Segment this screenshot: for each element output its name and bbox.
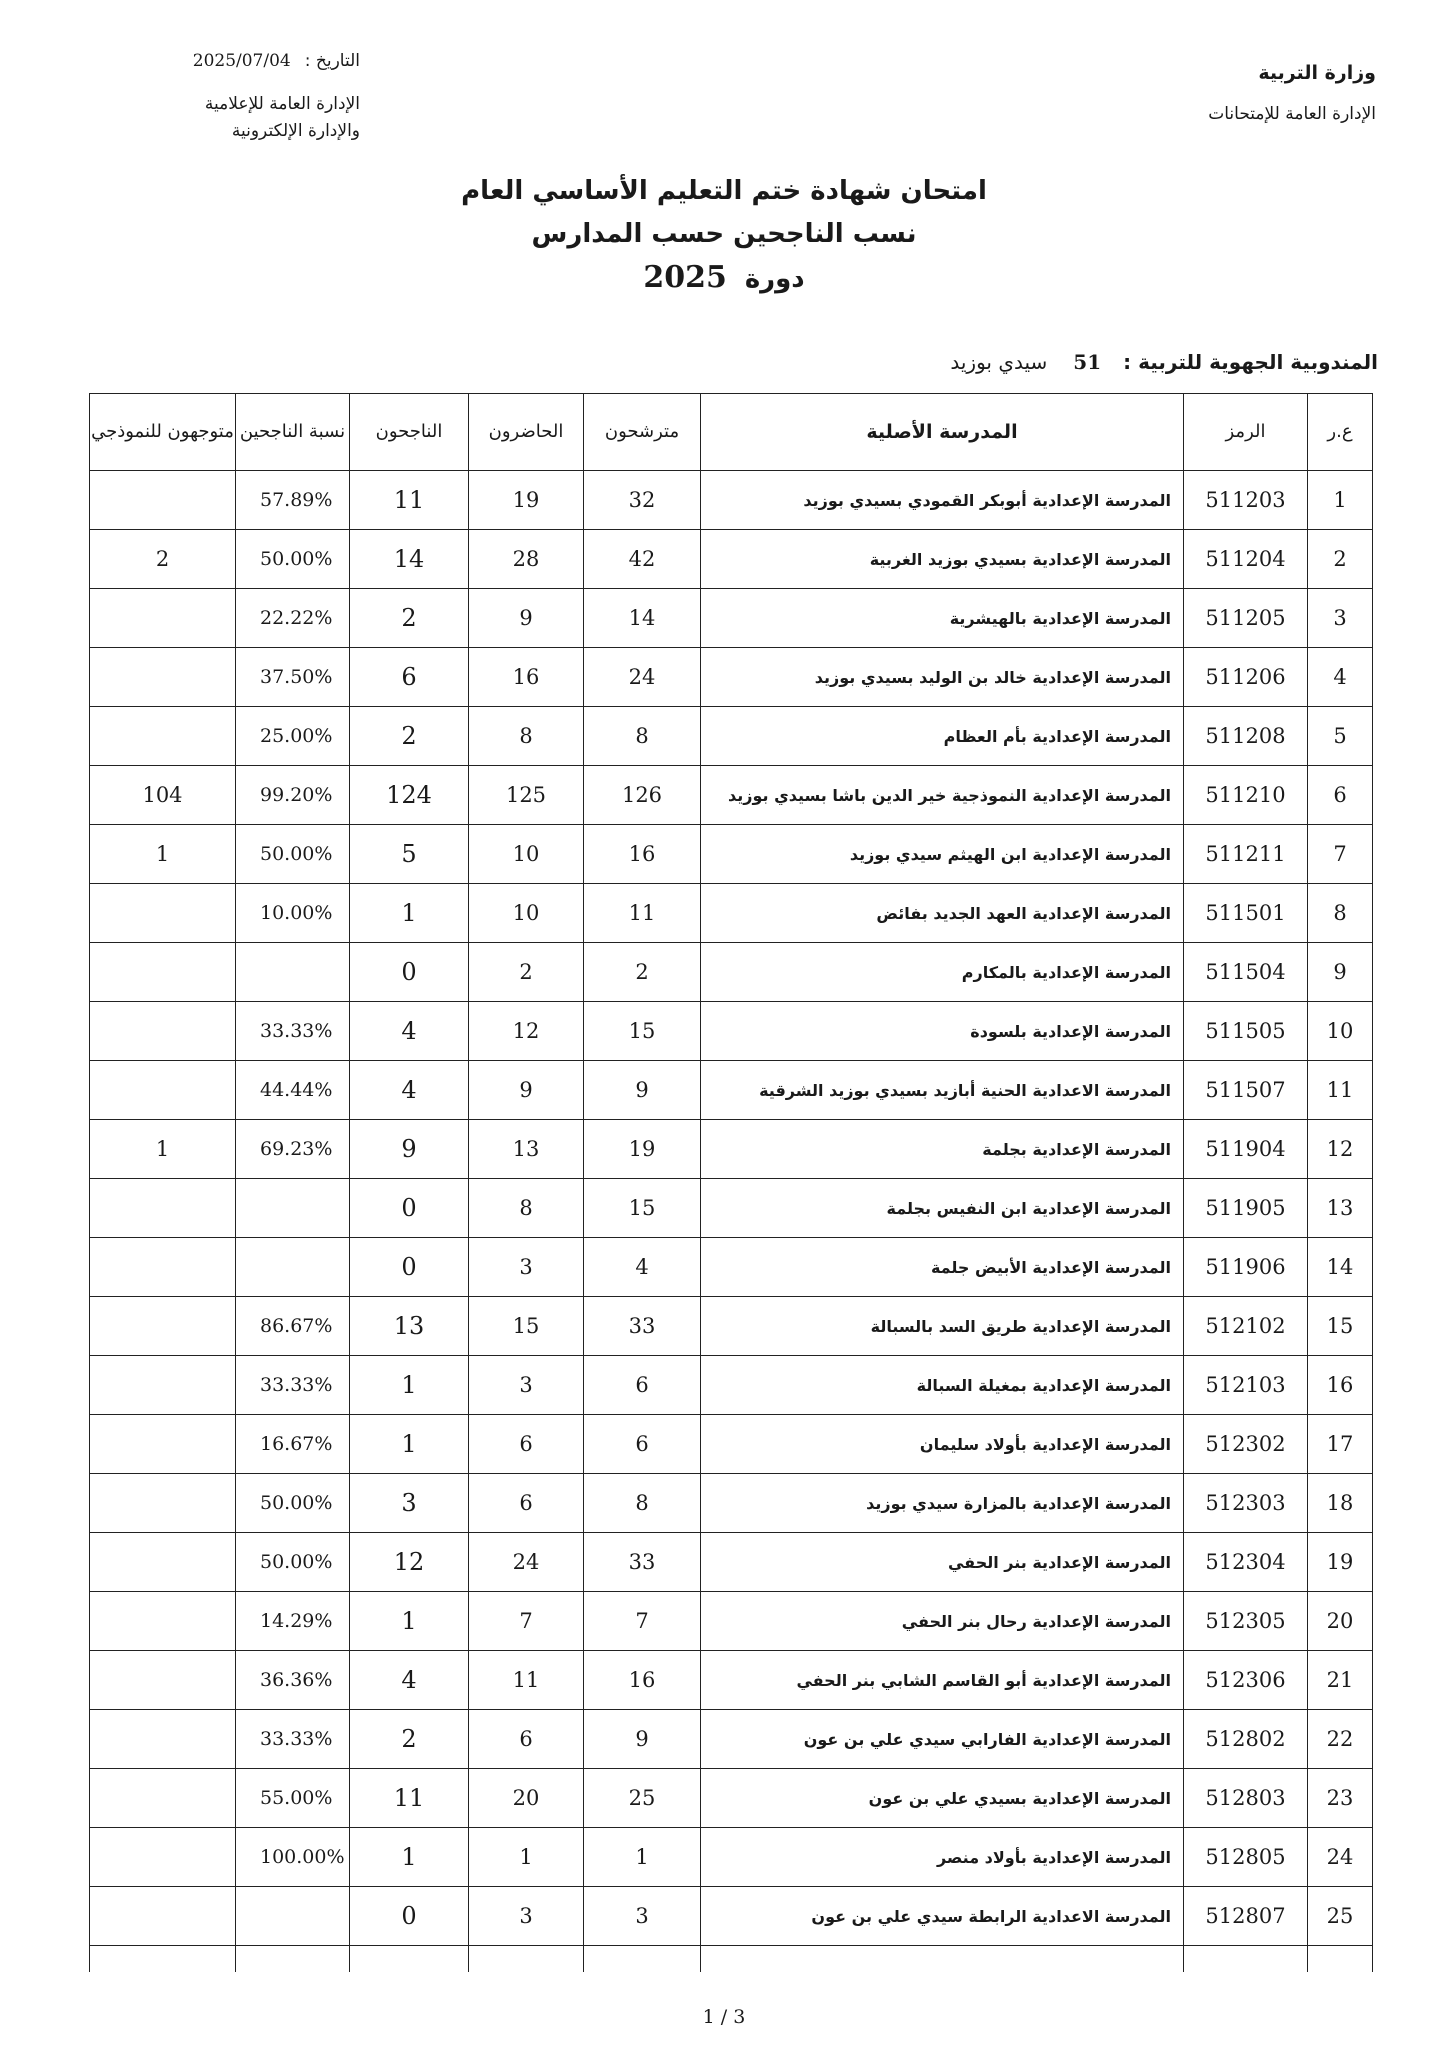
cell-code: 511507 <box>1184 1061 1308 1120</box>
cell-passed: 13 <box>350 1297 469 1356</box>
exams-department: الإدارة العامة للإمتحانات <box>1208 104 1376 124</box>
cell-school: المدرسة الإعدادية الفارابي سيدي علي بن عون <box>701 1710 1184 1769</box>
cell-candidates: 14 <box>584 589 701 648</box>
cell-school: المدرسة الإعدادية بأم العظام <box>701 707 1184 766</box>
cell-index: 17 <box>1308 1415 1373 1474</box>
cell-oriented <box>90 1533 236 1592</box>
session-title <box>0 256 1448 301</box>
cell-present: 10 <box>469 884 584 943</box>
table-row <box>90 1061 1373 1120</box>
cell-pass-rate: 57.89% <box>236 471 350 530</box>
cell-candidates: 19 <box>584 1120 701 1179</box>
table-row <box>90 1179 1373 1238</box>
cell-school: المدرسة الإعدادية بأولاد منصر <box>701 1828 1184 1887</box>
cell-pass-rate <box>236 943 350 1002</box>
cell-pass-rate: 50.00% <box>236 1533 350 1592</box>
cell-oriented <box>90 1356 236 1415</box>
table-row <box>90 766 1373 825</box>
cell-present: 15 <box>469 1297 584 1356</box>
page-number: 1 / 3 <box>702 2006 746 2028</box>
cell-code: 512305 <box>1184 1592 1308 1651</box>
cell-pass-rate: 33.33% <box>236 1356 350 1415</box>
cell-present: 20 <box>469 1769 584 1828</box>
date-header <box>130 48 360 145</box>
cell-pass-rate <box>236 1238 350 1297</box>
cell-candidates: 9 <box>584 1061 701 1120</box>
cell-code: 512803 <box>1184 1769 1308 1828</box>
table-row <box>90 1356 1373 1415</box>
cell-index: 9 <box>1308 943 1373 1002</box>
cell-oriented <box>90 1061 236 1120</box>
cell-present: 6 <box>469 1474 584 1533</box>
table-row <box>90 589 1373 648</box>
cell-index: 24 <box>1308 1828 1373 1887</box>
session-label: دورة <box>744 264 805 294</box>
cell-candidates: 8 <box>584 1474 701 1533</box>
cell-candidates: 9 <box>584 1710 701 1769</box>
cell-candidates: 42 <box>584 530 701 589</box>
cell-code: 511905 <box>1184 1179 1308 1238</box>
region-line <box>678 350 1378 374</box>
cell-index: 25 <box>1308 1887 1373 1946</box>
cell-index: 5 <box>1308 707 1373 766</box>
cell-candidates: 32 <box>584 471 701 530</box>
cell-candidates: 15 <box>584 1179 701 1238</box>
cell-code: 512304 <box>1184 1533 1308 1592</box>
cell-school: المدرسة الإعدادية رحال بنر الحفي <box>701 1592 1184 1651</box>
cell-code: 512103 <box>1184 1356 1308 1415</box>
table-row <box>90 1238 1373 1297</box>
cell-present: 3 <box>469 1887 584 1946</box>
cell-index: 19 <box>1308 1533 1373 1592</box>
table-row <box>90 1887 1373 1946</box>
document-subtitle: نسب الناجحين حسب المدارس <box>531 219 917 249</box>
cell-present: 6 <box>469 1415 584 1474</box>
cell-index: 20 <box>1308 1592 1373 1651</box>
cell-index: 7 <box>1308 825 1373 884</box>
cell-index: 8 <box>1308 884 1373 943</box>
header-passed: الناجحون <box>350 394 469 471</box>
cell-code: 512802 <box>1184 1710 1308 1769</box>
cell-passed: 4 <box>350 1002 469 1061</box>
header-present: الحاضرون <box>469 394 584 471</box>
cell-candidates: 126 <box>584 766 701 825</box>
table-row <box>90 471 1373 530</box>
cell-code: 512102 <box>1184 1297 1308 1356</box>
cell-school: المدرسة الإعدادية بسيدي بوزيد الغربية <box>701 530 1184 589</box>
cell-present: 11 <box>469 1651 584 1710</box>
header-code: الرمز <box>1184 394 1308 471</box>
cell-school: المدرسة الإعدادية بسيدي علي بن عون <box>701 1769 1184 1828</box>
cell-code: 512805 <box>1184 1828 1308 1887</box>
table-row <box>90 884 1373 943</box>
table-row <box>90 1828 1373 1887</box>
cell-school: المدرسة الإعدادية بالمكارم <box>701 943 1184 1002</box>
cell-oriented <box>90 1592 236 1651</box>
cell-pass-rate: 100.00% <box>236 1828 350 1887</box>
cell-passed: 4 <box>350 1651 469 1710</box>
table-row <box>90 707 1373 766</box>
cell-present: 9 <box>469 1061 584 1120</box>
cell-school: المدرسة الإعدادية بالهيشرية <box>701 589 1184 648</box>
cell-present: 6 <box>469 1710 584 1769</box>
cell-candidates: 33 <box>584 1297 701 1356</box>
cell-pass-rate: 25.00% <box>236 707 350 766</box>
cell-candidates: 7 <box>584 1592 701 1651</box>
document-date <box>130 48 360 75</box>
cell-school: المدرسة الإعدادية بلسودة <box>701 1002 1184 1061</box>
table-row <box>90 1474 1373 1533</box>
cell-index: 3 <box>1308 589 1373 648</box>
table-row <box>90 1120 1373 1179</box>
cell-oriented <box>90 1297 236 1356</box>
cell-school: المدرسة الإعدادية أبو القاسم الشابي بنر الحفي <box>701 1651 1184 1710</box>
cell-pass-rate <box>236 1179 350 1238</box>
cell-oriented <box>90 1179 236 1238</box>
cell-candidates: 16 <box>584 1651 701 1710</box>
cell-passed: 11 <box>350 471 469 530</box>
cell-oriented <box>90 589 236 648</box>
cell-code: 511204 <box>1184 530 1308 589</box>
cell-candidates: 8 <box>584 707 701 766</box>
cell-pass-rate: 10.00% <box>236 884 350 943</box>
table-row <box>90 943 1373 1002</box>
cell-present: 8 <box>469 707 584 766</box>
cell-present: 10 <box>469 825 584 884</box>
media-department-line-1: الإدارة العامة للإعلامية <box>204 94 360 114</box>
cell-passed: 14 <box>350 530 469 589</box>
cell-index: 23 <box>1308 1769 1373 1828</box>
cell-passed: 0 <box>350 943 469 1002</box>
cell-school: المدرسة الإعدادية ابن الهيثم سيدي بوزيد <box>701 825 1184 884</box>
cell-passed: 1 <box>350 1828 469 1887</box>
cell-school: المدرسة الإعدادية طريق السد بالسبالة <box>701 1297 1184 1356</box>
region-code: 51 <box>1073 350 1102 374</box>
cell-index: 21 <box>1308 1651 1373 1710</box>
cell-passed: 2 <box>350 707 469 766</box>
cell-school: المدرسة الإعدادية بالمزارة سيدي بوزيد <box>701 1474 1184 1533</box>
cell-passed: 0 <box>350 1179 469 1238</box>
cell-oriented: 104 <box>90 766 236 825</box>
cell-candidates: 16 <box>584 825 701 884</box>
cell-present: 125 <box>469 766 584 825</box>
header-pass-rate: نسبة الناجحين <box>236 394 350 471</box>
cell-index: 10 <box>1308 1002 1373 1061</box>
cell-present: 28 <box>469 530 584 589</box>
results-table <box>89 393 1373 1972</box>
cell-code: 511501 <box>1184 884 1308 943</box>
cell-index: 16 <box>1308 1356 1373 1415</box>
cell-passed: 0 <box>350 1238 469 1297</box>
cell-candidates: 15 <box>584 1002 701 1061</box>
cell-school: المدرسة الإعدادية العهد الجديد بفائض <box>701 884 1184 943</box>
cell-code: 511211 <box>1184 825 1308 884</box>
header-school: المدرسة الأصلية <box>701 394 1184 471</box>
cell-code: 511906 <box>1184 1238 1308 1297</box>
cell-code: 511203 <box>1184 471 1308 530</box>
cell-school: المدرسة الإعدادية خالد بن الوليد بسيدي بوزيد <box>701 648 1184 707</box>
cell-passed: 2 <box>350 589 469 648</box>
cell-pass-rate: 99.20% <box>236 766 350 825</box>
table-row <box>90 530 1373 589</box>
cell-oriented: 2 <box>90 530 236 589</box>
table-continuation-row <box>90 1946 1373 1973</box>
cell-oriented <box>90 471 236 530</box>
cell-index: 2 <box>1308 530 1373 589</box>
cell-passed: 12 <box>350 1533 469 1592</box>
cell-index: 13 <box>1308 1179 1373 1238</box>
cell-present: 8 <box>469 1179 584 1238</box>
cell-passed: 0 <box>350 1887 469 1946</box>
cell-oriented <box>90 707 236 766</box>
cell-school: المدرسة الاعدادية الرابطة سيدي علي بن عون <box>701 1887 1184 1946</box>
cell-pass-rate: 33.33% <box>236 1710 350 1769</box>
cell-school: المدرسة الإعدادية ابن النفيس بجلمة <box>701 1179 1184 1238</box>
cell-oriented <box>90 1474 236 1533</box>
cell-candidates: 2 <box>584 943 701 1002</box>
cell-present: 24 <box>469 1533 584 1592</box>
cell-code: 511505 <box>1184 1002 1308 1061</box>
cell-index: 14 <box>1308 1238 1373 1297</box>
table-row <box>90 648 1373 707</box>
cell-pass-rate: 50.00% <box>236 1474 350 1533</box>
cell-passed: 1 <box>350 1356 469 1415</box>
cell-pass-rate: 14.29% <box>236 1592 350 1651</box>
cell-pass-rate: 16.67% <box>236 1415 350 1474</box>
cell-present: 9 <box>469 589 584 648</box>
cell-oriented <box>90 1710 236 1769</box>
cell-index: 1 <box>1308 471 1373 530</box>
cell-candidates: 1 <box>584 1828 701 1887</box>
cell-present: 19 <box>469 471 584 530</box>
table-row <box>90 825 1373 884</box>
cell-passed: 1 <box>350 1592 469 1651</box>
cell-candidates: 11 <box>584 884 701 943</box>
cell-index: 6 <box>1308 766 1373 825</box>
cell-index: 18 <box>1308 1474 1373 1533</box>
cell-code: 511904 <box>1184 1120 1308 1179</box>
header-candidates: مترشحون <box>584 394 701 471</box>
table-row <box>90 1769 1373 1828</box>
region-label: المندوبية الجهوية للتربية : <box>1123 350 1378 374</box>
cell-pass-rate: 33.33% <box>236 1002 350 1061</box>
cell-index: 4 <box>1308 648 1373 707</box>
cell-passed: 1 <box>350 884 469 943</box>
cell-pass-rate: 37.50% <box>236 648 350 707</box>
document-titles <box>0 170 1448 301</box>
cell-pass-rate: 69.23% <box>236 1120 350 1179</box>
header-index: ع.ر <box>1308 394 1373 471</box>
cell-code: 511504 <box>1184 943 1308 1002</box>
cell-oriented <box>90 1415 236 1474</box>
cell-oriented <box>90 943 236 1002</box>
cell-present: 12 <box>469 1002 584 1061</box>
media-department-line-2: والإدارة الإلكترونية <box>231 121 360 141</box>
cell-school: المدرسة الاعدادية الحنية أبازيد بسيدي بوزيد الشرقية <box>701 1061 1184 1120</box>
cell-code: 511208 <box>1184 707 1308 766</box>
cell-candidates: 24 <box>584 648 701 707</box>
cell-oriented <box>90 1887 236 1946</box>
exam-title: امتحان شهادة ختم التعليم الأساسي العام <box>461 176 987 206</box>
table-row <box>90 1002 1373 1061</box>
cell-passed: 2 <box>350 1710 469 1769</box>
cell-oriented <box>90 1828 236 1887</box>
cell-code: 511206 <box>1184 648 1308 707</box>
cell-school: المدرسة الإعدادية الأبيض جلمة <box>701 1238 1184 1297</box>
cell-passed: 11 <box>350 1769 469 1828</box>
cell-candidates: 6 <box>584 1356 701 1415</box>
table-row <box>90 1533 1373 1592</box>
cell-oriented <box>90 1002 236 1061</box>
cell-pass-rate <box>236 1887 350 1946</box>
cell-oriented: 1 <box>90 1120 236 1179</box>
cell-present: 1 <box>469 1828 584 1887</box>
cell-passed: 5 <box>350 825 469 884</box>
cell-index: 12 <box>1308 1120 1373 1179</box>
ministry-header <box>956 62 1376 124</box>
cell-pass-rate: 55.00% <box>236 1769 350 1828</box>
cell-oriented <box>90 884 236 943</box>
cell-code: 512303 <box>1184 1474 1308 1533</box>
table-row <box>90 1297 1373 1356</box>
cell-oriented: 1 <box>90 825 236 884</box>
cell-index: 11 <box>1308 1061 1373 1120</box>
cell-index: 22 <box>1308 1710 1373 1769</box>
cell-pass-rate: 50.00% <box>236 530 350 589</box>
cell-candidates: 6 <box>584 1415 701 1474</box>
table-row <box>90 1710 1373 1769</box>
cell-code: 512302 <box>1184 1415 1308 1474</box>
cell-candidates: 25 <box>584 1769 701 1828</box>
cell-passed: 1 <box>350 1415 469 1474</box>
cell-present: 2 <box>469 943 584 1002</box>
cell-school: المدرسة الإعدادية بأولاد سليمان <box>701 1415 1184 1474</box>
cell-oriented <box>90 1769 236 1828</box>
cell-pass-rate: 22.22% <box>236 589 350 648</box>
table-row <box>90 1415 1373 1474</box>
table-row <box>90 1592 1373 1651</box>
session-year: 2025 <box>643 260 727 295</box>
cell-school: المدرسة الإعدادية بنر الحفي <box>701 1533 1184 1592</box>
cell-passed: 124 <box>350 766 469 825</box>
cell-pass-rate: 36.36% <box>236 1651 350 1710</box>
table-row <box>90 1651 1373 1710</box>
cell-passed: 3 <box>350 1474 469 1533</box>
cell-code: 511205 <box>1184 589 1308 648</box>
cell-code: 512306 <box>1184 1651 1308 1710</box>
cell-code: 512807 <box>1184 1887 1308 1946</box>
cell-candidates: 3 <box>584 1887 701 1946</box>
header-oriented: متوجهون للنموذجي <box>90 394 236 471</box>
cell-present: 7 <box>469 1592 584 1651</box>
cell-code: 511210 <box>1184 766 1308 825</box>
cell-passed: 4 <box>350 1061 469 1120</box>
cell-oriented <box>90 1651 236 1710</box>
table-header-row <box>90 394 1373 471</box>
cell-pass-rate: 44.44% <box>236 1061 350 1120</box>
cell-school: المدرسة الإعدادية بمغيلة السبالة <box>701 1356 1184 1415</box>
cell-index: 15 <box>1308 1297 1373 1356</box>
cell-present: 3 <box>469 1356 584 1415</box>
cell-oriented <box>90 1238 236 1297</box>
cell-pass-rate: 50.00% <box>236 825 350 884</box>
cell-school: المدرسة الإعدادية بجلمة <box>701 1120 1184 1179</box>
cell-passed: 9 <box>350 1120 469 1179</box>
cell-pass-rate: 86.67% <box>236 1297 350 1356</box>
cell-oriented <box>90 648 236 707</box>
cell-school: المدرسة الإعدادية النموذجية خير الدين باشا بسيدي بوزيد <box>701 766 1184 825</box>
cell-school: المدرسة الإعدادية أبوبكر القمودي بسيدي بوزيد <box>701 471 1184 530</box>
ministry-name: وزارة التربية <box>1258 62 1376 84</box>
date-label: التاريخ : <box>304 51 360 71</box>
cell-passed: 6 <box>350 648 469 707</box>
cell-present: 16 <box>469 648 584 707</box>
date-value: 2025/07/04 <box>192 51 291 71</box>
region-name: سيدي بوزيد <box>950 350 1048 374</box>
cell-candidates: 33 <box>584 1533 701 1592</box>
cell-present: 13 <box>469 1120 584 1179</box>
cell-candidates: 4 <box>584 1238 701 1297</box>
cell-present: 3 <box>469 1238 584 1297</box>
